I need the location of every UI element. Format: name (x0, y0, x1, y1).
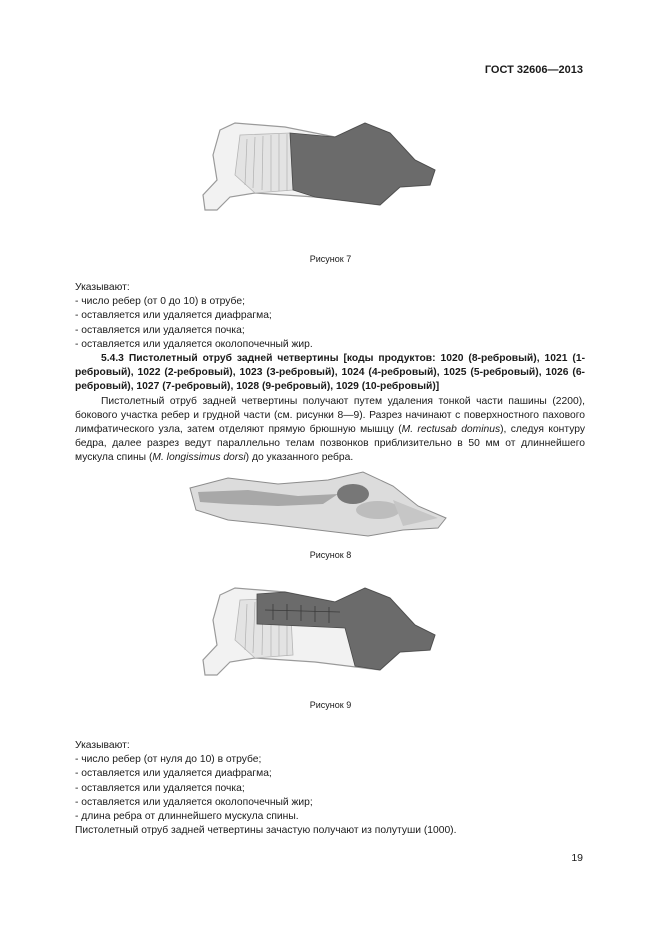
marbling (337, 484, 369, 504)
list-item: - длина ребра от длиннейшего мускула спины. (75, 811, 299, 823)
figure-9-caption: Рисунок 9 (309, 700, 352, 710)
page-number: 19 (571, 852, 583, 864)
figure-8-illustration (188, 470, 448, 542)
list-item: - число ребер (от 0 до 10) в отрубе; (75, 296, 245, 308)
highlighted-cut (290, 123, 435, 205)
closing-sentence: Пистолетный отруб задней четвертины зачастую получают из полутуши (1000). (75, 825, 457, 837)
standard-number: ГОСТ 32606—2013 (484, 64, 583, 76)
list-item: - оставляется или удаляется почка; (75, 324, 245, 336)
figure-7-caption: Рисунок 7 (309, 254, 352, 264)
latin-term: M. rectusab dominus (401, 424, 501, 436)
list-2 (75, 739, 585, 838)
figure-9-illustration (195, 580, 440, 685)
section-heading: 5.4.3 Пистолетный отруб задней четвертины [коды продуктов: 1020 (8-ребровый), 1021 (1-ребровый), 1022 (2-ребровый), 1023 (3-ребровый), 1024 (4-ребровый), 1025 (5-ребровый), 1026 (6-ребровый), 1027 (7-ребровый), 1028 (9-ребровый), 1029 (10-ребровый)] (75, 353, 585, 393)
marbling (356, 501, 400, 519)
list-item: - оставляется или удаляется околопочечный жир. (75, 338, 313, 350)
list-item: - оставляется или удаляется диафрагма; (75, 768, 272, 780)
section-body: Пистолетный отруб задней четвертины получают путем удаления тонкой части пашины (2200), бокового участка ребер и грудной части (см. рисунки 8—9). Разрез начинают с поверхностного пахового лимфатического узла, затем отделяют прямую брюшную мышцу (M. rectusab dominus), следуя контуру бедра, далее разрез ведут параллельно телам позвонков приблизительно в 50 мм от длиннейшего мускула спины (M. longissimus dorsi) до указанного ребра. (75, 395, 585, 464)
list-intro: Указывают: (75, 282, 130, 293)
list-1 (75, 281, 585, 466)
latin-term: M. longissimus dorsi (152, 452, 246, 464)
list-item: - число ребер (от нуля до 10) в отрубе; (75, 754, 262, 766)
figure-7-illustration (195, 115, 440, 220)
list-item: - оставляется или удаляется диафрагма; (75, 310, 272, 322)
list-item: - оставляется или удаляется почка; (75, 782, 245, 794)
figure-8-caption: Рисунок 8 (309, 550, 352, 560)
list-item: - оставляется или удаляется околопочечный жир; (75, 796, 313, 808)
list-intro: Указывают: (75, 740, 130, 751)
